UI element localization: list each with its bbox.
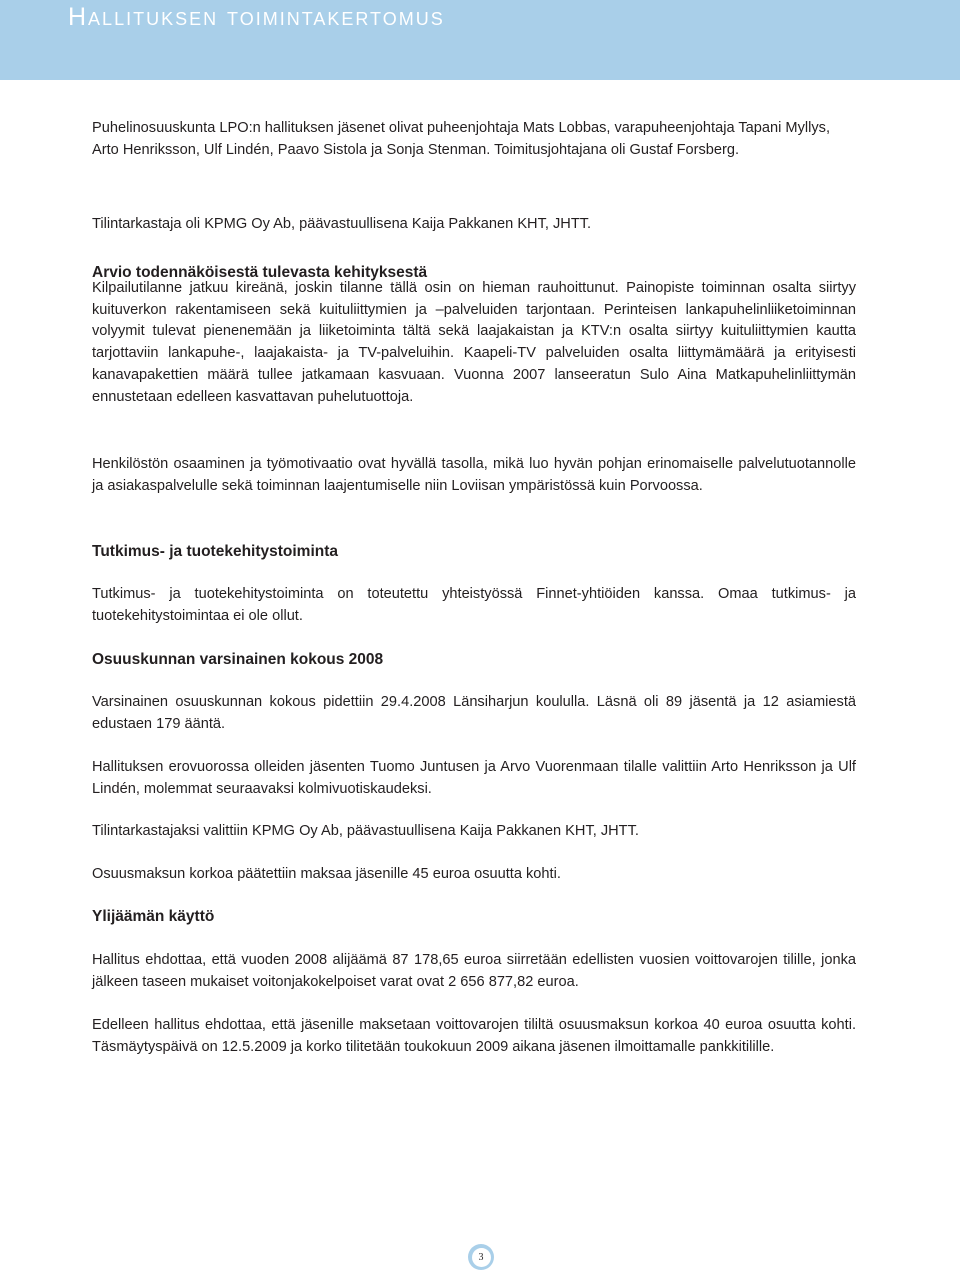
page-number: 3 (472, 1248, 491, 1267)
staff-paragraph: Henkilöstön osaaminen ja työmotivaatio ovat hyvällä tasolla, mikä luo hyvän pohjan erinomaiselle palvelutuotannolle ja asiakaspalvelulle sekä toiminnan laajentumiselle niin Loviisan ympäristössä kuin Porvoossa. (92, 456, 856, 494)
interest-paragraph: Osuusmaksun korkoa päätettiin maksaa jäsenille 45 euroa osuutta kohti. (92, 866, 561, 882)
outlook-paragraph: Kilpailutilanne jatkuu kireänä, joskin tilanne tällä osin on hieman rauhoittunut. Painopiste toiminnan osalta siirtyy kuituverkon rakentamiseen sekä kuituliittymien ja –palveluiden tarjontaan. Perinteisen lankapuhelinliiketoiminnan volyymit tulevat pienenemään ja liiketoiminta tältä sekä laajakaistan ja KTV:n osalta siirtyy kuituliittymien kautta tarjottaviin lankapuhe-, laajakaista- ja TV-palveluihin. Kaapeli-TV palveluiden osalta liittymämäärä ja erityisesti kanavapakettien määrä tullee jatkamaan kasvuaan. Vuonna 2007 lanseeratun Sulo Aina Matkapuhelinliittymän ennustetaan edelleen kasvattavan puhelutuottoja. (92, 280, 856, 405)
board-paragraph: Puhelinosuuskunta LPO:n hallituksen jäsenet olivat puheenjohtaja Mats Lobbas, varapuheenjohtaja Tapani Myllys, Arto Henriksson, Ulf Lindén, Paavo Sistola ja Sonja Stenman. Toimitusjohtajana oli Gustaf Forsberg. (92, 120, 831, 158)
staff-paragraph-block (92, 454, 856, 497)
meeting-paragraph-block (92, 692, 856, 735)
page-number-badge (468, 1244, 494, 1270)
reelected-paragraph: Hallituksen erovuorossa olleiden jäsenten Tuomo Juntusen ja Arvo Vuorenmaan tilalle valittiin Arto Henriksson ja Ulf Lindén, molemmat seuraavaksi kolmivuotiskaudeksi. (92, 759, 856, 797)
deficit-paragraph: Hallitus ehdottaa, että vuoden 2008 alijäämä 87 178,65 euroa siirretään edellisten vuosien voittovarojen tilille, jonka jälkeen taseen mukaiset voitonjakokelpoiset varat ovat 2 656 877,82 euroa. (92, 952, 856, 990)
auditors-elected-paragraph-block (92, 821, 856, 843)
outlook-paragraph-block (92, 278, 856, 408)
dividend-paragraph-block (92, 1015, 856, 1058)
meeting-heading-block (92, 649, 856, 671)
auditors-elected-paragraph: Tilintarkastajaksi valittiin KPMG Oy Ab, päävastuullisena Kaija Pakkanen KHT, JHTT. (92, 823, 639, 839)
research-heading-block (92, 541, 856, 563)
surplus-heading: Ylijäämän käyttö (92, 908, 215, 925)
outlook-heading: Arvio todennäköisestä tulevasta kehityksestä (92, 264, 428, 281)
auditor-paragraph: Tilintarkastaja oli KPMG Oy Ab, päävastuullisena Kaija Pakkanen KHT, JHTT. (92, 216, 592, 232)
header-band (0, 0, 960, 80)
surplus-heading-block (92, 906, 856, 928)
deficit-paragraph-block (92, 950, 856, 993)
interest-paragraph-block (92, 864, 856, 886)
research-paragraph: Tutkimus- ja tuotekehitystoiminta on toteutettu yhteistyössä Finnet-yhtiöiden kanssa. Omaa tutkimus- ja tuotekehitystoimintaa ei ole ollut. (92, 586, 856, 624)
auditor-paragraph-block (92, 214, 856, 236)
reelected-paragraph-block (92, 757, 856, 800)
dividend-paragraph: Edelleen hallitus ehdottaa, että jäsenille maksetaan voittovarojen tililtä osuusmaksun korkoa 40 euroa osuutta kohti. Täsmäytyspäivä on 12.5.2009 ja korko tilitetään toukokuun 2009 aikana jäsenen ilmoittamalle pankkitilille. (92, 1017, 856, 1055)
page-title: Hallituksen toimintakertomus (68, 3, 445, 31)
research-paragraph-block (92, 584, 856, 627)
meeting-paragraph: Varsinainen osuuskunnan kokous pidettiin 29.4.2008 Länsiharjun koululla. Läsnä oli 89 jäsentä ja 12 asiamiestä edustaen 179 ääntä. (92, 694, 856, 732)
board-paragraph-block (92, 118, 856, 161)
research-heading: Tutkimus- ja tuotekehitystoiminta (92, 543, 339, 560)
meeting-heading: Osuuskunnan varsinainen kokous 2008 (92, 651, 384, 668)
